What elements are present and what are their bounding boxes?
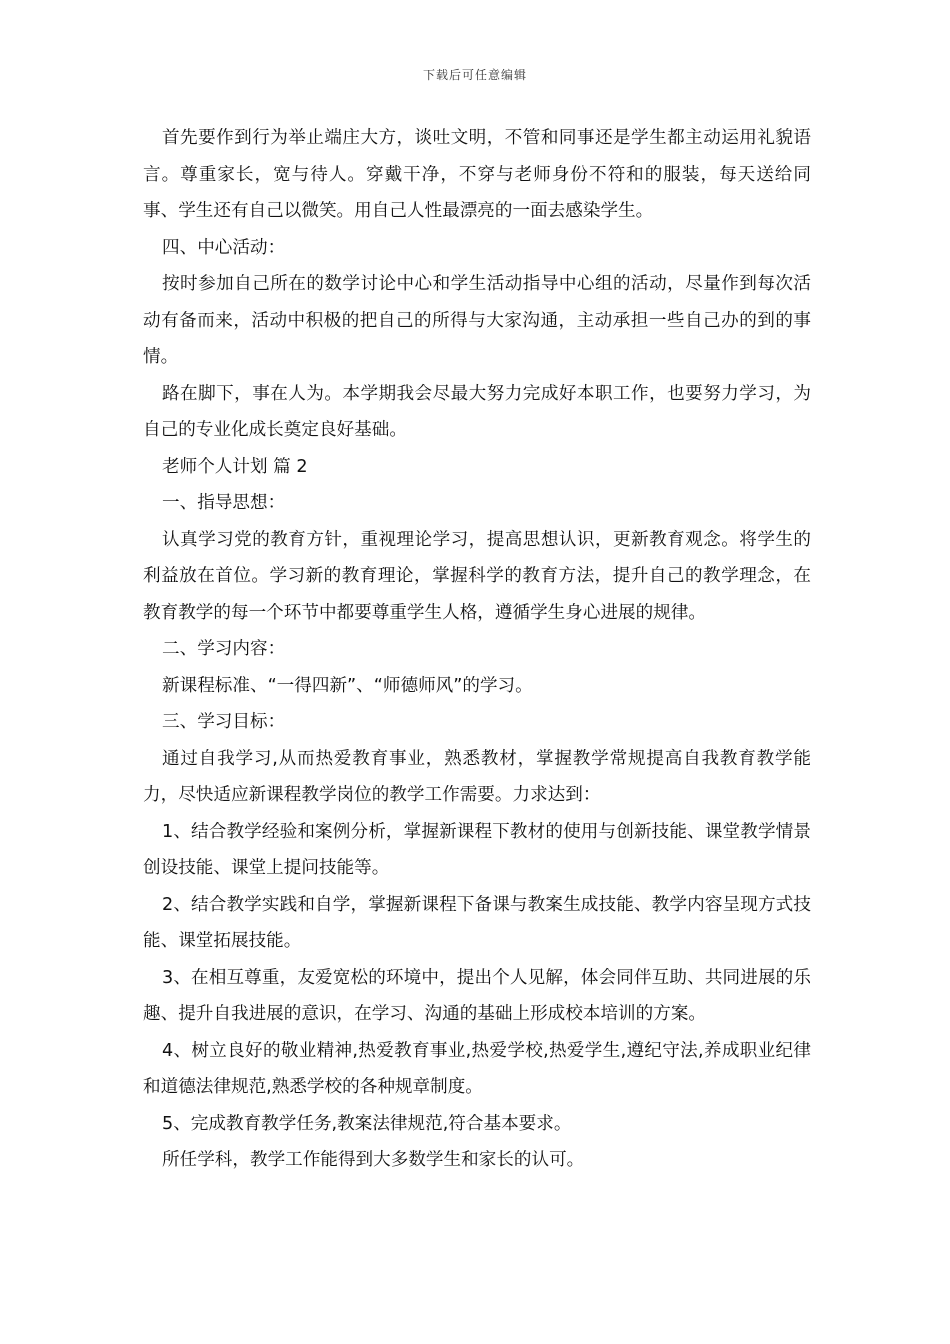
- plan-title: 老师个人计划 篇 2: [162, 456, 308, 477]
- page-header: 下载后可任意编辑: [422, 68, 527, 82]
- section-heading-guiding-ideology: 一、指导思想：: [162, 493, 286, 513]
- paragraph-guiding-ideology: 认真学习党的教育方针，重视理论学习，提高思想认识，更新教育观念。将学生的利益放在首位。学习新的教育理论，掌握科学的教育方法，提升自己的教学理念，在教育教学的每一个环节中都要尊重学生人格，遵循学生身心进展的规律。: [143, 529, 811, 623]
- paragraph-center-activities: 按时参加自己所在的数学讨论中心和学生活动指导中心组的活动，尽量作到每次活动有备而来，活动中积极的把自己的所得与大家沟通，主动承担一些自己办的到的事情。: [143, 274, 811, 367]
- paragraph-study-goals: 通过自我学习,从而热爱教育事业，熟悉教材，掌握教学常规提高自我教育教学能力，尽快适应新课程教学岗位的教学工作需要。力求达到：: [143, 748, 811, 805]
- paragraph-study-content: 新课程标准、“一得四新”、“师德师风”的学习。: [162, 675, 533, 696]
- paragraph-subject-recognition: 所任学科，教学工作能得到大多数学生和家长的认可。: [162, 1150, 585, 1170]
- list-item-goal-1: 1、结合教学经验和案例分析，掌握新课程下教材的使用与创新技能、课堂教学情景创设技能、课堂上提问技能等。: [143, 821, 811, 878]
- section-heading-center-activities: 四、中心活动：: [162, 237, 286, 258]
- document-body: [143, 120, 811, 1179]
- list-item-goal-2: 2、结合教学实践和自学，掌握新课程下备课与教案生成技能、教学内容呈现方式技能、课堂拓展技能。: [143, 894, 811, 951]
- section-heading-study-content: 二、学习内容：: [162, 639, 286, 659]
- list-item-goal-5: 5、完成教育教学任务,教案法律规范,符合基本要求。: [162, 1113, 572, 1134]
- paragraph-conduct: 首先要作到行为举止端庄大方，谈吐文明，不管和同事还是学生都主动运用礼貌语言。尊重家长，宽与待人。穿戴干净，不穿与老师身份不符和的服装，每天送给同事、学生还有自己以微笑。用自己人性最漂亮的一面去感染学生。: [143, 128, 811, 221]
- list-item-goal-4: 4、树立良好的敬业精神,热爱教育事业,热爱学校,热爱学生,遵纪守法,养成职业纪律和道德法律规范,熟悉学校的各种规章制度。: [143, 1040, 811, 1097]
- list-item-goal-3: 3、在相互尊重，友爱宽松的环境中，提出个人见解，体会同伴互助、共同进展的乐趣、提升自我进展的意识，在学习、沟通的基础上形成校本培训的方案。: [143, 967, 811, 1024]
- paragraph-conclusion: 路在脚下，事在人为。本学期我会尽最大努力完成好本职工作，也要努力学习，为自己的专业化成长奠定良好基础。: [143, 383, 811, 440]
- section-heading-study-goals: 三、学习目标：: [162, 712, 286, 732]
